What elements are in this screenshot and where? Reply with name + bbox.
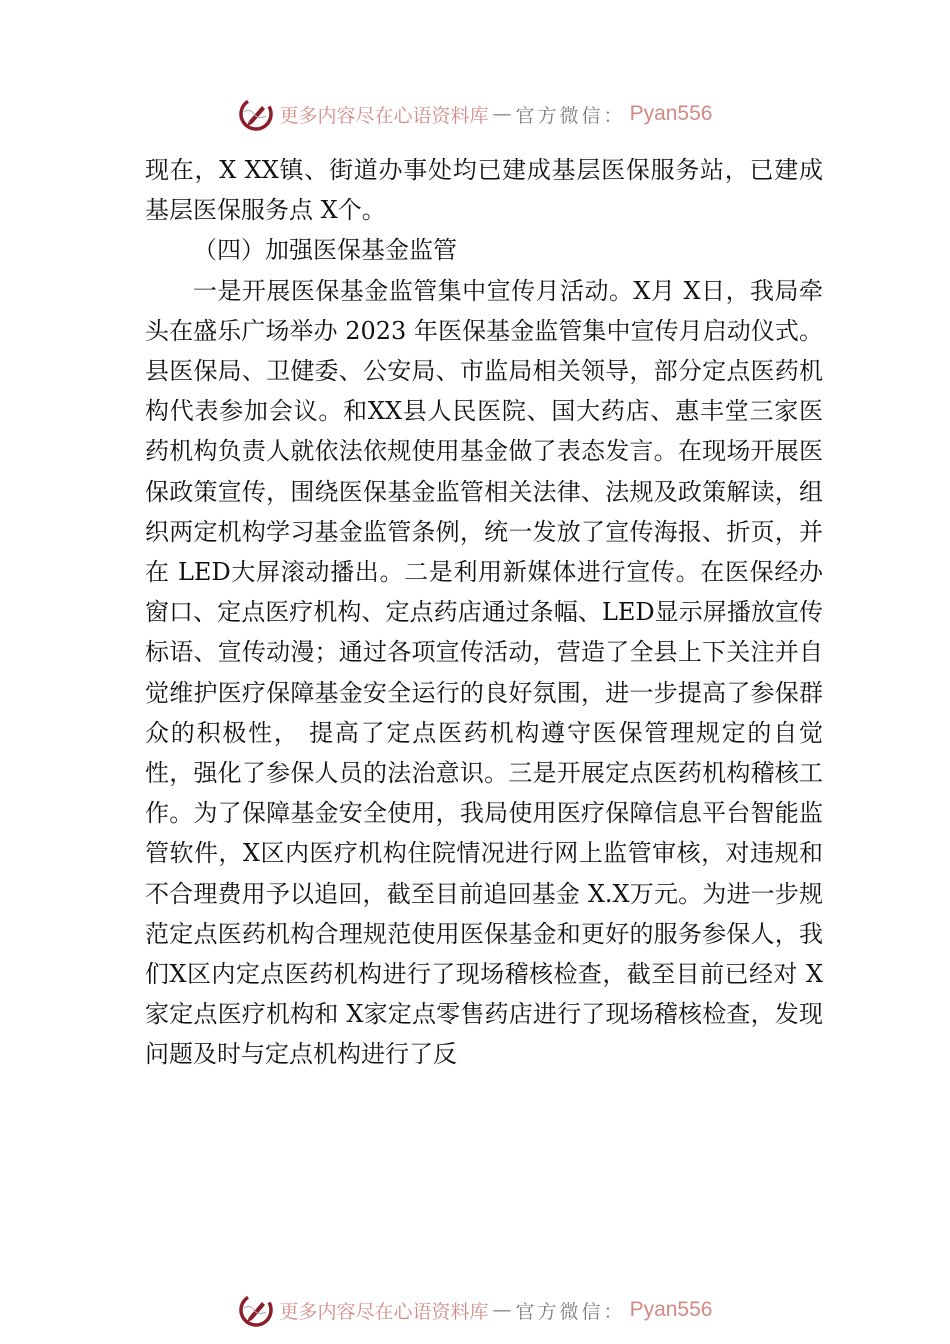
watermark-dash: —	[492, 1299, 512, 1321]
watermark-wechat-id: Pyan556	[629, 1298, 713, 1321]
document-body	[145, 150, 823, 1075]
watermark-brand-text: 更多内容尽在心语资料库	[279, 104, 489, 127]
body-paragraph: 一是开展医保基金监管集中宣传月活动。X月 X日，我局牵头在盛乐广场举办 2023 年医保基金监管集中宣传月启动仪式。县医保局、卫健委、公安局、市监局相关领导，部分定点医药机构代表参加会议。和XX县人民医院、国大药店、惠丰堂三家医药机构负责人就依法依规使用基金做了表态发言。在现场开展医保政策宣传，围绕医保基金监管相关法律、法规及政策解读，组织两定机构学习基金监管条例，统一发放了宣传海报、折页，并在 LED大屏滚动播出。二是利用新媒体进行宣传。在医保经办窗口、定点医疗机构、定点药店通过条幅、LED显示屏播放宣传标语、宣传动漫；通过各项宣传活动，营造了全县上下关注并自觉维护医疗保障基金安全运行的良好氛围，进一步提高了参保群众的积极性， 提高了定点医药机构遵守医保管理规定的自觉性，强化了参保人员的法治意识。三是开展定点医药机构稽核工作。为了保障基金安全使用，我局使用医疗保障信息平台智能监管软件，X区内医疗机构住院情况进行网上监管审核，对违规和不合理费用予以追回，截至目前追回基金 X.X万元。为进一步规范定点医药机构合理规范使用医保基金和更好的服务参保人，我们X区内定点医药机构进行了现场稽核检查，截至目前已经对 X家定点医疗机构和 X家定点零售药店进行了现场稽核检查，发现问题及时与定点机构进行了反	[145, 276, 823, 1069]
watermark-brand-text: 更多内容尽在心语资料库	[279, 1300, 489, 1323]
watermark-dash: —	[492, 103, 512, 125]
continuation-paragraph: 现在，X XX镇、街道办事处均已建成基层医保服务站，已建成基层医保服务点 X个。	[145, 156, 823, 225]
footer-watermark	[0, 1290, 950, 1330]
watermark-wechat-label: 官方微信：	[515, 1300, 626, 1323]
section-heading: （四）加强医保基金监管	[193, 236, 457, 265]
pen-nib-circle-icon	[238, 1292, 274, 1328]
pen-nib-circle-icon	[238, 96, 274, 132]
watermark-wechat-label: 官方微信：	[515, 104, 626, 127]
watermark-wechat-id: Pyan556	[629, 102, 713, 125]
header-watermark	[0, 94, 950, 134]
